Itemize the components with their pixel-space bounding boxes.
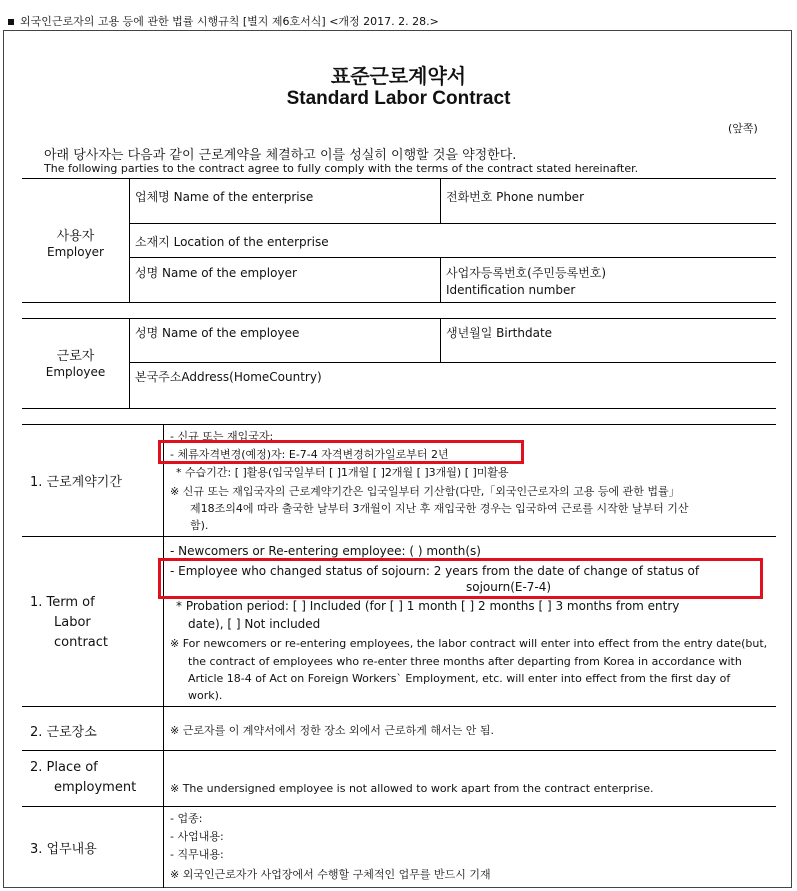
job-label-ko: 3. 업무내용 <box>30 842 97 857</box>
rule-line <box>22 750 776 751</box>
rule-line <box>22 706 776 707</box>
form-reference <box>8 13 439 29</box>
title-english: Standard Labor Contract <box>286 88 511 109</box>
term-label-ko: 1. 근로계약기간 <box>30 475 122 490</box>
term-ko-note: ※ 신규 또는 재입국자의 근로계약기간은 입국일부터 기산함(다만,「외국인근로자의 고용 등에 관한 법률」 <box>170 485 680 498</box>
term-en-note: work). <box>188 689 223 702</box>
rule-line <box>22 178 776 179</box>
bullet-square-icon <box>8 19 14 25</box>
term-en-note: the contract of employees who re-enter three months after departing from Korea in accordance with <box>188 655 742 668</box>
term-label-en: contract <box>54 635 108 650</box>
term-ko-note: 함). <box>190 519 209 532</box>
rule-line <box>129 178 130 302</box>
term-en-probation: date), [ ] Not included <box>188 617 321 631</box>
rule-line <box>22 318 776 319</box>
rule-line <box>129 362 776 363</box>
term-ko-note: 제18조의4에 따라 출국한 날부터 3개월이 지난 후 재입국한 경우는 입국하여 근로를 시작한 날부터 기산 <box>190 502 689 515</box>
place-label-ko: 2. 근로장소 <box>30 725 97 740</box>
employer-label-en: Employer <box>47 245 104 259</box>
employee-name-field[interactable]: 성명 Name of the employee <box>135 326 300 340</box>
term-label-en: Labor <box>54 615 91 630</box>
place-ko-note: ※ 근로자를 이 계약서에서 정한 장소 외에서 근로하게 해서는 안 됨. <box>170 724 494 737</box>
term-ko-probation: * 수습기간: [ ]활용(입국일부터 [ ]1개월 [ ]2개월 [ ]3개월) [ ]미활용 <box>176 466 509 479</box>
rule-line <box>440 318 441 362</box>
place-label-en: 2. Place of <box>30 760 98 775</box>
term-en-note: ※ For newcomers or re-entering employees, the labor contract will enter into effect from the entry date(but, <box>170 637 768 650</box>
rule-line <box>163 424 164 888</box>
rule-line <box>440 178 441 223</box>
phone-number-field[interactable]: 전화번호 Phone number <box>446 190 585 204</box>
page-side-label: (앞쪽) <box>728 122 758 135</box>
term-en-status-change: sojourn(E-7-4) <box>466 580 552 594</box>
enterprise-name-field[interactable]: 업체명 Name of the enterprise <box>135 190 314 204</box>
term-en-newcomer: - Newcomers or Re-entering employee: ( ) month(s) <box>170 544 481 558</box>
highlight-box <box>158 440 524 464</box>
place-en-note: ※ The undersigned employee is not allowed to work apart from the contract enterprise. <box>170 782 654 795</box>
rule-line <box>129 223 776 224</box>
rule-line <box>129 257 776 258</box>
rule-line <box>22 408 776 409</box>
job-duty-field[interactable]: - 직무내용: <box>170 848 224 861</box>
employee-label-en: Employee <box>45 365 106 379</box>
term-en-probation: * Probation period: [ ] Included (for [ ] 1 month [ ] 2 months [ ] 3 months from entry <box>176 599 680 613</box>
home-address-field[interactable]: 본국주소Address(HomeCountry) <box>135 370 322 384</box>
job-industry-field[interactable]: - 업종: <box>170 812 203 825</box>
intro-korean: 아래 당사자는 다음과 같이 근로계약을 체결하고 이를 성실히 이행할 것을 약정한다. <box>44 148 517 163</box>
employer-id-label-ko: 사업자등록번호(주민등록번호) <box>446 266 607 280</box>
highlight-box <box>158 558 763 599</box>
job-business-field[interactable]: - 사업내용: <box>170 830 224 843</box>
form-reference-text: 외국인근로자의 고용 등에 관한 법률 시행규칙 [별지 제6호서식] <개정 2017. 2. 28.> <box>20 15 439 28</box>
place-label-en: employment <box>54 780 137 795</box>
rule-line <box>22 806 776 807</box>
term-ko-newcomer: - 신규 또는 재입국자: <box>170 430 274 443</box>
rule-line <box>440 257 441 302</box>
rule-line <box>129 318 130 408</box>
rule-line <box>22 424 776 425</box>
birthdate-field[interactable]: 생년월일 Birthdate <box>446 326 553 340</box>
term-en-note: Article 18-4 of Act on Foreign Workers` Employment, etc. will enter into effect from the first day of <box>188 672 731 685</box>
employer-label-ko: 사용자 <box>56 229 95 244</box>
job-ko-note: ※ 외국인근로자가 사업장에서 수행할 구체적인 업무를 반드시 기재 <box>170 868 491 881</box>
term-en-status-change: - Employee who changed status of sojourn: 2 years from the date of change of status of <box>170 564 700 578</box>
term-label-en: 1. Term of <box>30 595 95 610</box>
employee-label-ko: 근로자 <box>56 349 95 364</box>
enterprise-location-field[interactable]: 소재지 Location of the enterprise <box>135 235 329 249</box>
employer-id-field[interactable]: Identification number <box>446 283 576 297</box>
term-ko-status-change: - 체류자격변경(예정)자: E-7-4 자격변경허가일로부터 2년 <box>170 448 449 461</box>
rule-line <box>22 302 776 303</box>
rule-line <box>22 536 776 537</box>
title-korean: 표준근로계약서 <box>330 64 467 88</box>
intro-english: The following parties to the contract agree to fully comply with the terms of the contract stated hereinafter. <box>44 162 639 175</box>
employer-name-field[interactable]: 성명 Name of the employer <box>135 266 297 280</box>
